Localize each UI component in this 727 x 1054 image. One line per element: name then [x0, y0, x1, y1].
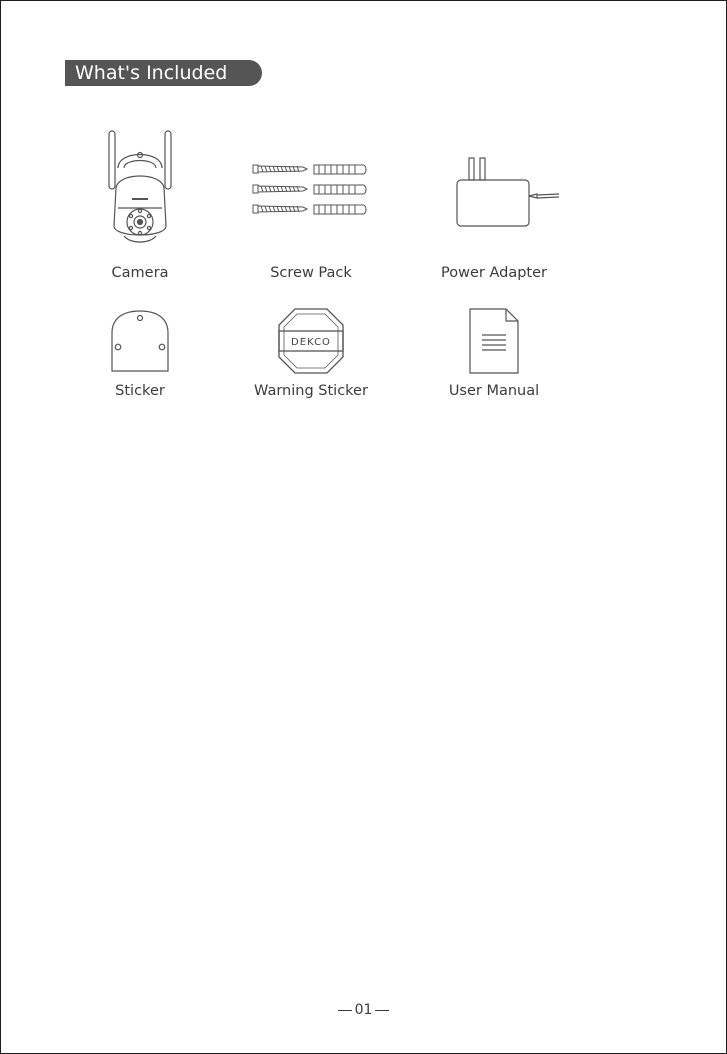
camera-icon: [100, 128, 180, 248]
page-number: [1, 1002, 726, 1018]
item-power-adapter: [404, 128, 584, 288]
page-number-text: 01: [354, 1002, 373, 1018]
item-label: Warning Sticker: [254, 383, 368, 399]
screw-pack-icon: [251, 128, 371, 228]
item-label: Power Adapter: [441, 265, 547, 281]
item-warning-sticker: [221, 305, 401, 415]
section-title-banner: [65, 60, 262, 86]
item-screw-pack: [221, 128, 401, 288]
document-icon: [454, 305, 534, 377]
power-adapter-icon: [429, 128, 559, 238]
warning-sticker-icon: [271, 305, 351, 377]
warning-sticker-brand: DEKCO: [291, 337, 331, 348]
sticker-icon: [100, 305, 180, 377]
item-camera: [50, 128, 230, 288]
item-label: Camera: [111, 265, 169, 281]
item-label: Screw Pack: [270, 265, 352, 281]
dash-left: [338, 1010, 352, 1011]
dash-right: [375, 1010, 389, 1011]
item-sticker: [50, 305, 230, 415]
section-title: What's Included: [75, 62, 228, 84]
item-user-manual: [404, 305, 584, 415]
item-label: User Manual: [448, 383, 540, 399]
item-label: Sticker: [115, 383, 165, 399]
